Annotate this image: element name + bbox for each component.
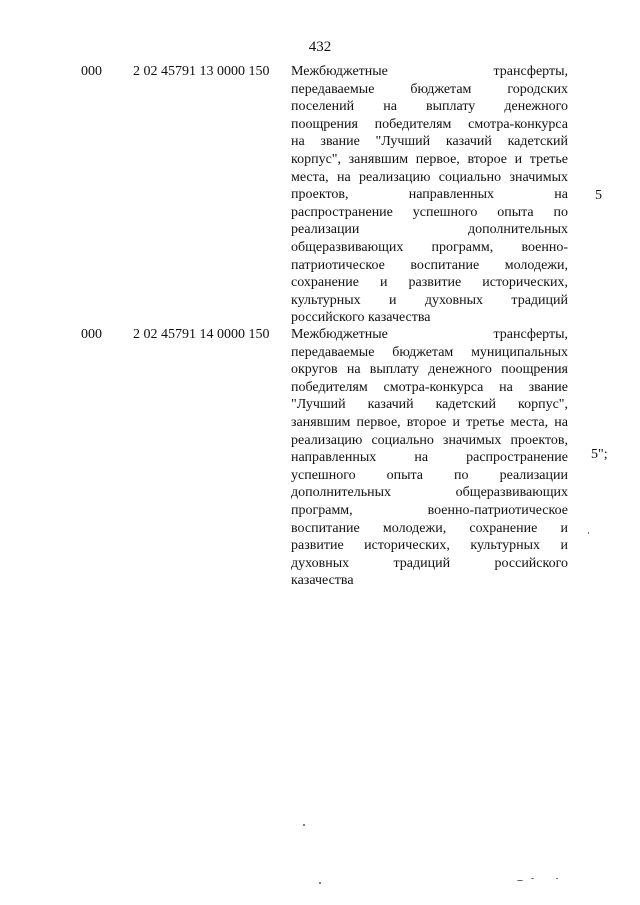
description-line: реализации дополнительных — [291, 222, 568, 238]
description-line: передаваемые бюджетам городских — [291, 81, 568, 97]
description-line: корпус", занявшим первое, второе и третье — [291, 151, 568, 167]
scan-speck — [517, 880, 523, 881]
admin-code: 000 — [81, 327, 102, 342]
description-line: духовных традиций российского — [291, 555, 568, 571]
description-line: успешного опыта по реализации — [291, 467, 568, 483]
scan-speck — [556, 878, 558, 879]
description-line: российского казачества — [291, 310, 431, 326]
description-line: поощрения победителям смотра-конкурса — [291, 116, 568, 132]
budget-classification-code: 2 02 45791 13 0000 150 — [133, 64, 270, 79]
description-line: округов на выплату денежного поощрения — [291, 362, 568, 378]
description-line: Межбюджетные трансферты, — [291, 327, 568, 342]
scan-speck — [531, 878, 534, 879]
description-line: на звание "Лучший казачий кадетский — [291, 134, 568, 150]
scan-speck — [588, 532, 589, 534]
description-line: общеразвивающих программ, военно- — [291, 239, 568, 255]
description-line: проектов, направленных на — [291, 187, 568, 203]
description-line: поселений на выплату денежного — [291, 99, 568, 115]
description-line: места, на реализацию социально значимых — [291, 169, 568, 185]
description-line: победителям смотра-конкурса на звание — [291, 379, 568, 395]
admin-code: 000 — [81, 64, 102, 79]
description-line: сохранение и развитие исторических, — [291, 275, 568, 291]
description-line: дополнительных общеразвивающих — [291, 485, 568, 501]
description-line: программ, военно-патриотическое — [291, 502, 568, 518]
description-line: передаваемые бюджетам муниципальных — [291, 344, 568, 360]
description-line: Межбюджетные трансферты, — [291, 64, 568, 79]
description-line: патриотическое воспитание молодежи, — [291, 257, 568, 273]
scan-speck — [319, 882, 321, 884]
scan-speck — [303, 824, 305, 826]
description-line: "Лучший казачий кадетский корпус", — [291, 397, 568, 413]
description-line: распространение успешного опыта по — [291, 204, 568, 220]
amount: 5 — [595, 188, 602, 203]
description-line: воспитание молодежи, сохранение и — [291, 520, 568, 536]
description-line: направленных на распространение — [291, 450, 568, 466]
budget-classification-code: 2 02 45791 14 0000 150 — [133, 327, 270, 342]
description-line: реализацию социально значимых проектов, — [291, 432, 568, 448]
amount: 5"; — [591, 447, 608, 462]
description-line: культурных и духовных традиций — [291, 292, 568, 308]
income-description — [291, 326, 568, 590]
description-line: развитие исторических, культурных и — [291, 538, 568, 554]
description-line: казачества — [291, 573, 354, 589]
description-line: занявшим первое, второе и третье места, на — [291, 414, 568, 430]
income-description — [291, 63, 568, 327]
page-number: 432 — [308, 39, 332, 55]
